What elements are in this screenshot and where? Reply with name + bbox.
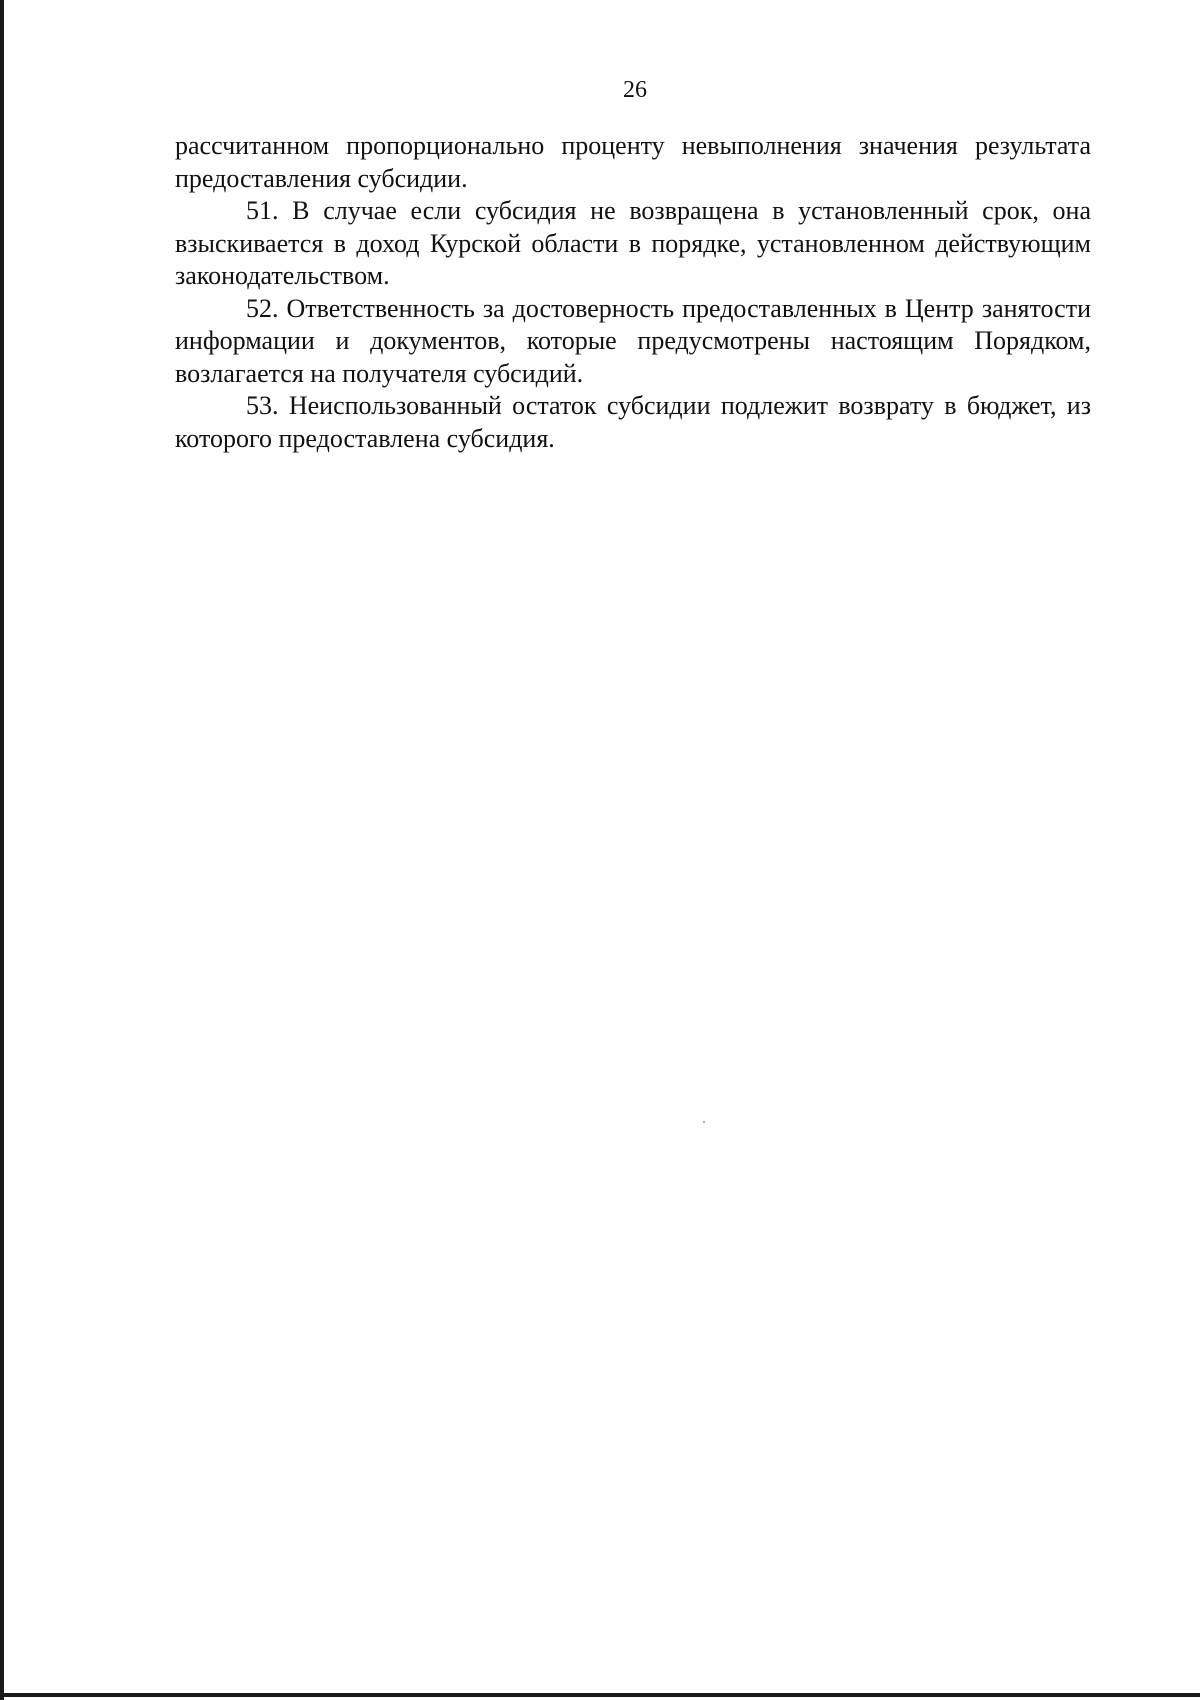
paragraph-53: 53. Неиспользованный остаток субсидии подлежит возврату в бюджет, из которого предоставлена субсидия. (175, 391, 1091, 453)
paragraph-continuation: рассчитанном пропорционально проценту невыполнения значения результата предоставления субсидии. (175, 131, 1091, 193)
page-number: 26 (623, 77, 647, 103)
scan-speck (703, 1121, 705, 1123)
scan-edge-bottom (0, 1693, 1200, 1697)
paragraph-52: 52. Ответственность за достоверность предоставленных в Центр занятости информации и документов, которые предусмотрены настоящим Порядком, возлагается на получателя субсидий. (175, 293, 1091, 388)
scan-edge-left (0, 0, 4, 1700)
paragraph-51: 51. В случае если субсидия не возвращена в установленный срок, она взыскивается в доход Курской области в порядке, установленном действующим законодательством. (175, 196, 1091, 290)
document-body (175, 130, 1091, 455)
